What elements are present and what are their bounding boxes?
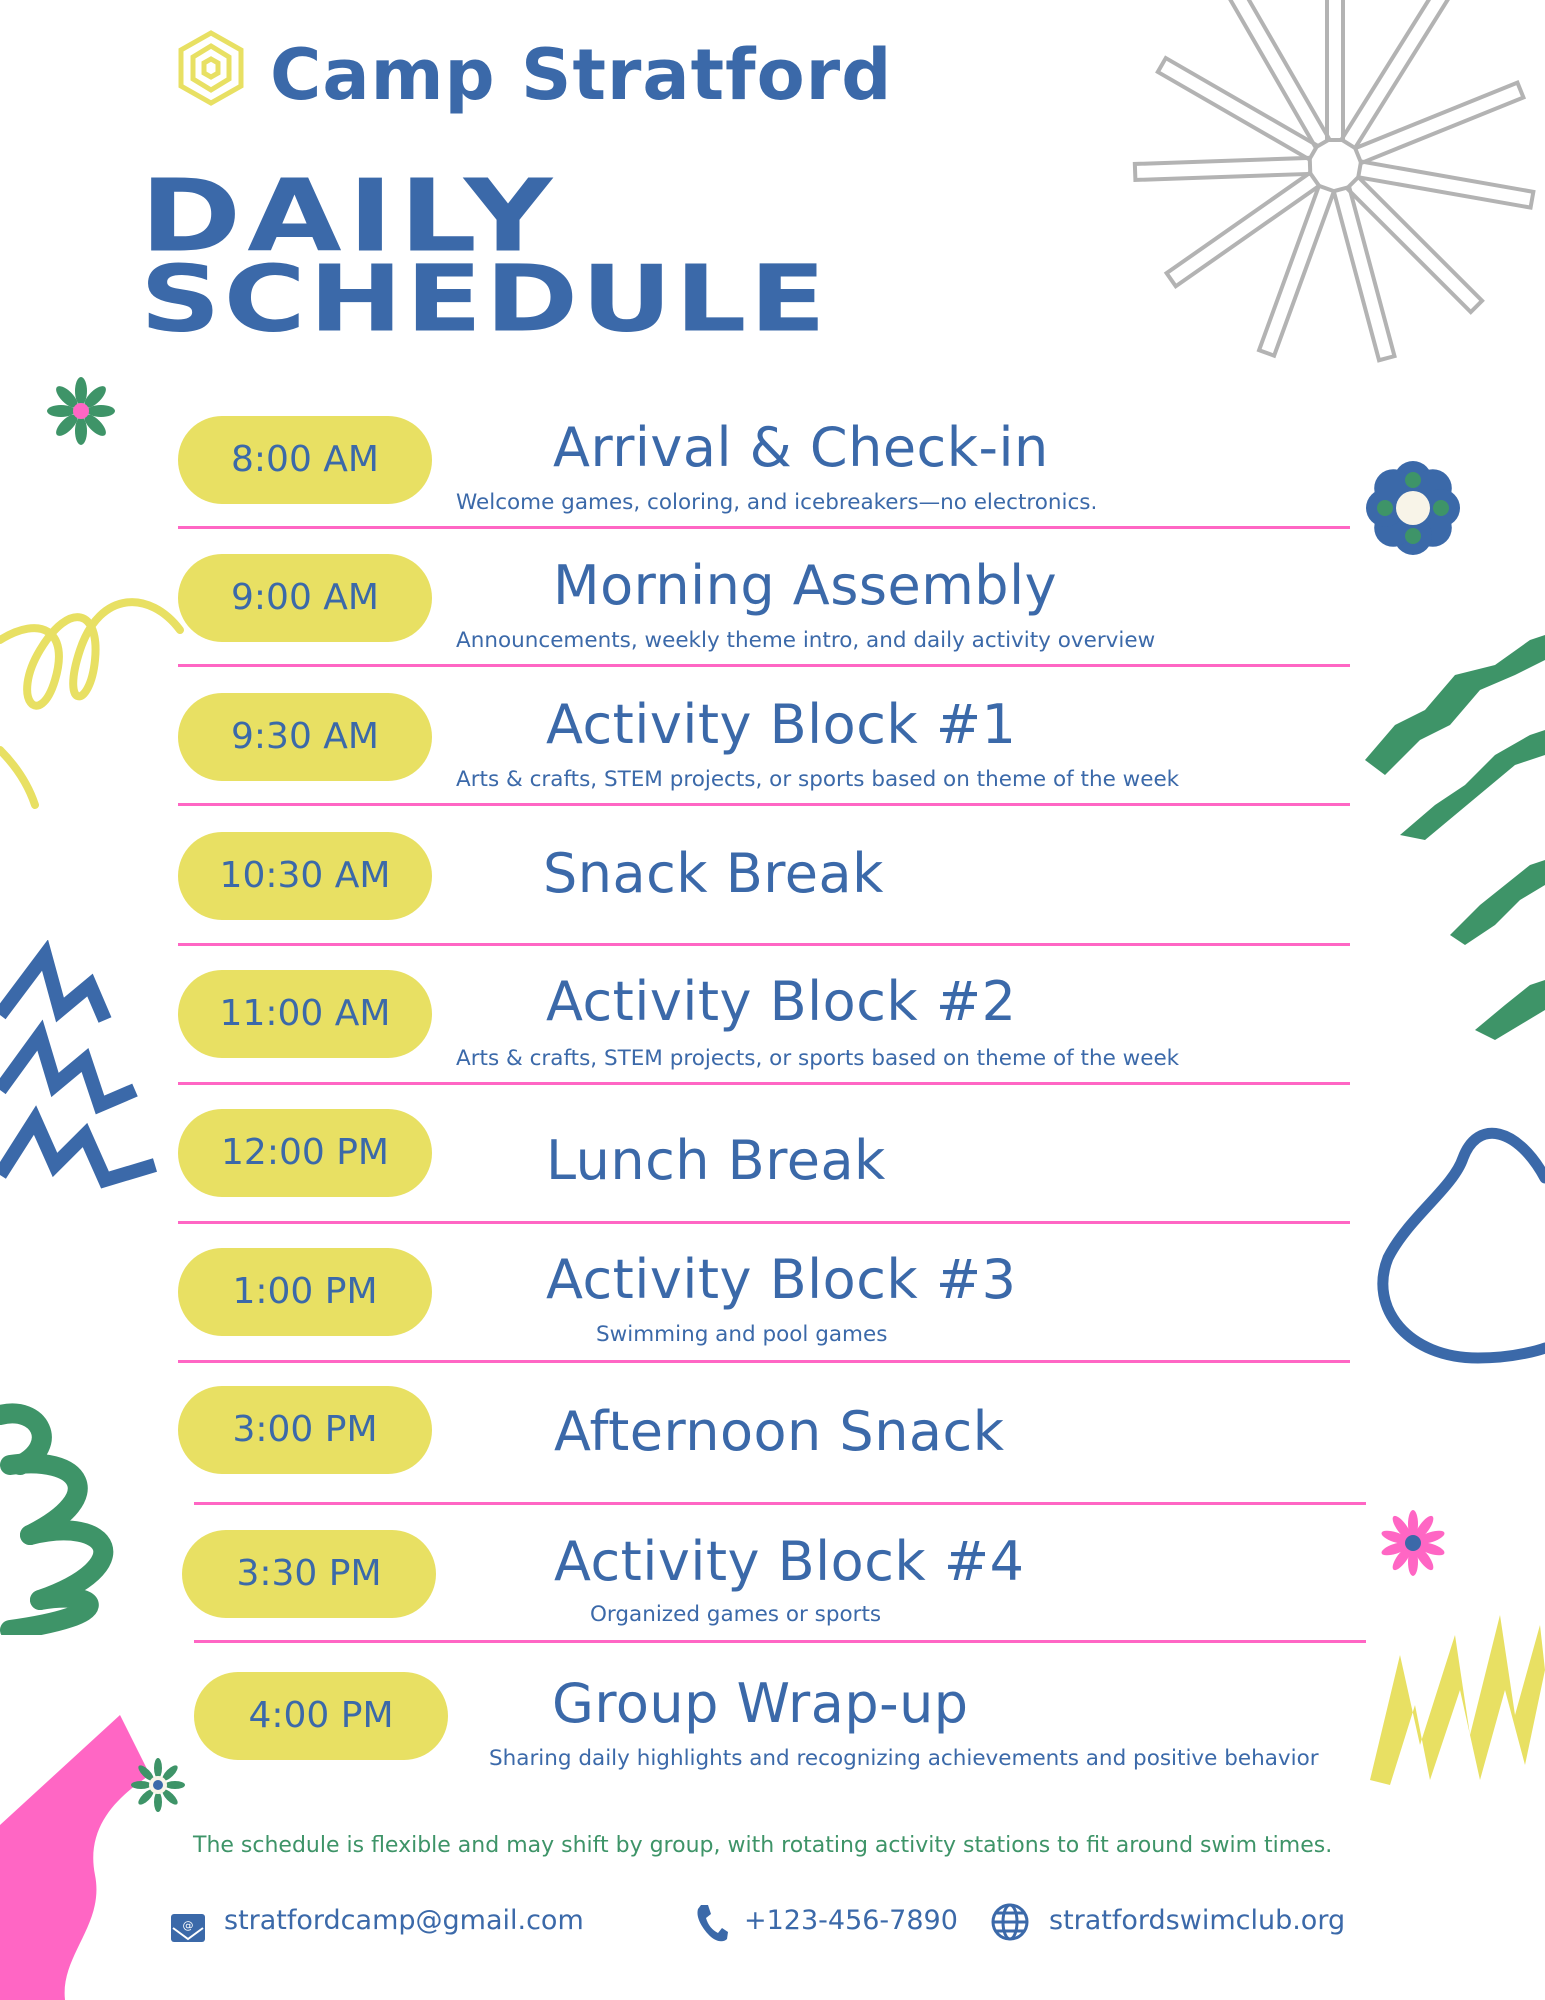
- activity-title: Activity Block #4: [554, 1530, 1025, 1593]
- blue-loop-decoration: [1368, 1118, 1545, 1378]
- schedule-item: [194, 1672, 1366, 1804]
- activity-description: Announcements, weekly theme intro, and daily activity overview: [456, 628, 1156, 653]
- yellow-squiggle-decoration: [0, 560, 190, 810]
- activity-description: Welcome games, coloring, and icebreakers—no electronics.: [456, 490, 1098, 515]
- row-divider: [178, 803, 1350, 806]
- pink-flower-decoration: [1378, 1508, 1448, 1578]
- globe-icon: [990, 1902, 1030, 1942]
- row-divider: [178, 1221, 1350, 1224]
- activity-title: Lunch Break: [546, 1129, 886, 1192]
- yellow-zigzag-decoration: [1360, 1595, 1545, 1790]
- activity-title: Group Wrap-up: [552, 1672, 969, 1735]
- green-flower-decoration: [45, 375, 117, 447]
- row-divider: [178, 943, 1350, 946]
- time-pill: 3:30 PM: [182, 1530, 436, 1618]
- activity-title: Morning Assembly: [553, 554, 1058, 617]
- row-divider: [178, 1082, 1350, 1085]
- green-scribble-decoration: [0, 1395, 150, 1635]
- email-link[interactable]: stratfordcamp@gmail.com: [224, 1905, 584, 1936]
- row-divider: [194, 1640, 1366, 1643]
- page-title-line-2: SCHEDULE: [140, 246, 829, 353]
- activity-title: Afternoon Snack: [554, 1400, 1005, 1463]
- schedule-item: [182, 1530, 1366, 1662]
- email-icon: [170, 1913, 206, 1943]
- schedule-item: [178, 554, 1350, 686]
- activity-title: Arrival & Check-in: [553, 416, 1049, 479]
- hexagon-logo-icon: [178, 30, 244, 106]
- time-pill: 11:00 AM: [178, 970, 432, 1058]
- schedule-item: [178, 1248, 1350, 1380]
- small-flower-decoration: [128, 1755, 188, 1815]
- time-pill: 8:00 AM: [178, 416, 432, 504]
- schedule-item: [178, 416, 1350, 548]
- pink-blob-decoration: [0, 1715, 150, 2000]
- row-divider: [178, 664, 1350, 667]
- activity-title: Activity Block #3: [546, 1248, 1017, 1311]
- time-pill: 1:00 PM: [178, 1248, 432, 1336]
- phone-link[interactable]: +123-456-7890: [744, 1905, 958, 1936]
- blue-flower-decoration: [1363, 458, 1463, 558]
- green-wave-decoration: [1355, 615, 1545, 1095]
- blue-zigzag-decoration: [0, 940, 165, 1210]
- row-divider: [178, 526, 1350, 529]
- svg-text:@: @: [182, 1919, 194, 1932]
- time-pill: 9:00 AM: [178, 554, 432, 642]
- time-pill: 9:30 AM: [178, 693, 432, 781]
- starburst-decoration: [1060, 0, 1545, 390]
- time-pill: 3:00 PM: [178, 1386, 432, 1474]
- time-pill: 4:00 PM: [194, 1672, 448, 1760]
- time-pill: 12:00 PM: [178, 1109, 432, 1197]
- schedule-item: [178, 970, 1350, 1102]
- brand-name: Camp Stratford: [270, 34, 893, 116]
- phone-icon: [695, 1903, 729, 1943]
- activity-title: Snack Break: [543, 842, 884, 905]
- activity-title: Activity Block #1: [546, 693, 1017, 756]
- activity-description: Arts & crafts, STEM projects, or sports based on theme of the week: [456, 767, 1180, 792]
- schedule-item: [178, 1386, 1366, 1518]
- schedule-item: [178, 693, 1350, 825]
- activity-description: Arts & crafts, STEM projects, or sports based on theme of the week: [456, 1046, 1180, 1071]
- activity-description: Sharing daily highlights and recognizing achievements and positive behavior: [489, 1746, 1319, 1771]
- activity-title: Activity Block #2: [546, 970, 1017, 1033]
- time-pill: 10:30 AM: [178, 832, 432, 920]
- schedule-note: The schedule is flexible and may shift by group, with rotating activity stations to fit around swim times.: [193, 1833, 1333, 1858]
- page-title-line-1: DAILY: [140, 158, 559, 275]
- activity-description: Organized games or sports: [590, 1602, 882, 1627]
- schedule-item: [178, 832, 1350, 964]
- schedule-item: [178, 1109, 1350, 1241]
- activity-description: Swimming and pool games: [596, 1322, 888, 1347]
- row-divider: [194, 1502, 1366, 1505]
- website-link[interactable]: stratfordswimclub.org: [1049, 1905, 1346, 1936]
- row-divider: [178, 1360, 1350, 1363]
